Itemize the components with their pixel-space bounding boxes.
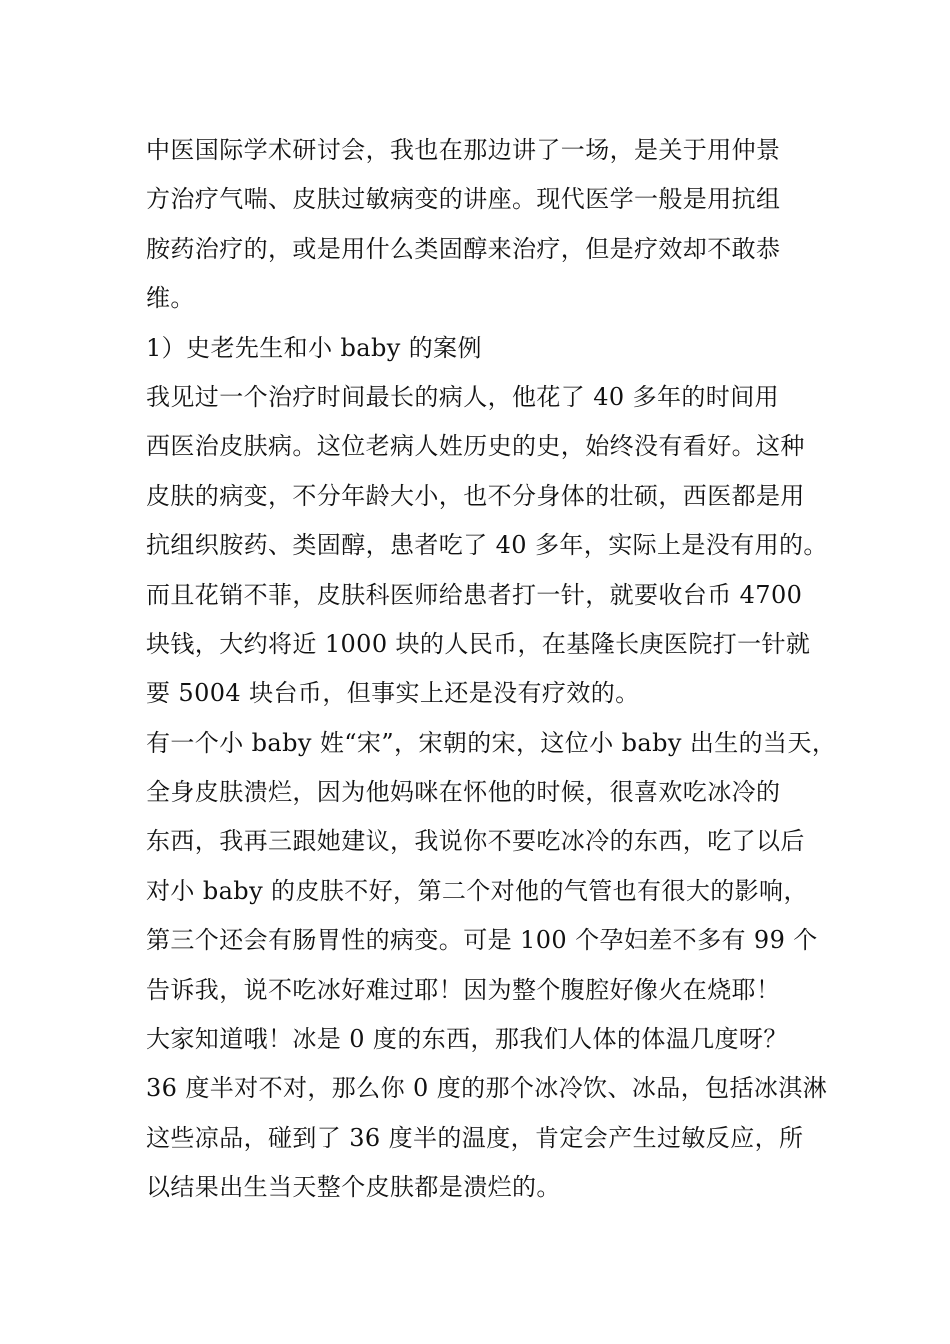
text-line: 抗组织胺药、类固醇，患者吃了 40 多年，实际上是没有用的。 (146, 531, 828, 560)
text-line: 36 度半对不对，那么你 0 度的那个冰冷饮、冰品，包括冰淇淋 (146, 1074, 828, 1103)
text-line: 中医国际学术研讨会，我也在那边讲了一场，是关于用仲景 (146, 136, 781, 164)
text-line: 对小 baby 的皮肤不好，第二个对他的气管也有很大的影响， (146, 876, 808, 905)
text-line: 而且花销不菲，皮肤科医师给患者打一针，就要收台币 4700 (146, 580, 803, 609)
text-line: 方治疗气喘、皮肤过敏病变的讲座。现代医学一般是用抗组 (146, 185, 781, 214)
text-line: 全身皮肤溃烂，因为他妈咪在怀他的时候，很喜欢吃冰冷的 (146, 778, 781, 807)
text-line: 西医治皮肤病。这位老病人姓历史的史，始终没有看好。这种 (146, 432, 805, 461)
text-line: 维。 (146, 284, 195, 313)
body-text (146, 126, 837, 1213)
text-line: 东西，我再三跟她建议，我说你不要吃冰冷的东西，吃了以后 (146, 827, 805, 856)
section-heading: 1）史老先生和小 baby 的案例 (146, 333, 482, 362)
text-line: 块钱，大约将近 1000 块的人民币，在基隆长庚医院打一针就 (146, 629, 811, 658)
text-line: 告诉我，说不吃冰好难过耶！因为整个腹腔好像火在烧耶！ (146, 975, 781, 1004)
text-line: 要 5004 块台币，但事实上还是没有疗效的。 (146, 679, 640, 708)
text-line: 第三个还会有肠胃性的病变。可是 100 个孕妇差不多有 99 个 (146, 926, 818, 955)
text-line: 以结果出生当天整个皮肤都是溃烂的。 (146, 1173, 561, 1202)
text-line: 皮肤的病变，不分年龄大小，也不分身体的壮硕，西医都是用 (146, 481, 805, 510)
text-line: 这些凉品，碰到了 36 度半的温度，肯定会产生过敏反应，所 (146, 1123, 804, 1152)
text-line: 有一个小 baby 姓“宋”，宋朝的宋，这位小 baby 出生的当天， (146, 728, 837, 757)
text-line: 大家知道哦！冰是 0 度的东西，那我们人体的体温几度呀？ (146, 1025, 788, 1054)
text-line: 我见过一个治疗时间最长的病人，他花了 40 多年的时间用 (146, 382, 779, 411)
text-line: 胺药治疗的，或是用什么类固醇来治疗，但是疗效却不敢恭 (146, 234, 781, 263)
